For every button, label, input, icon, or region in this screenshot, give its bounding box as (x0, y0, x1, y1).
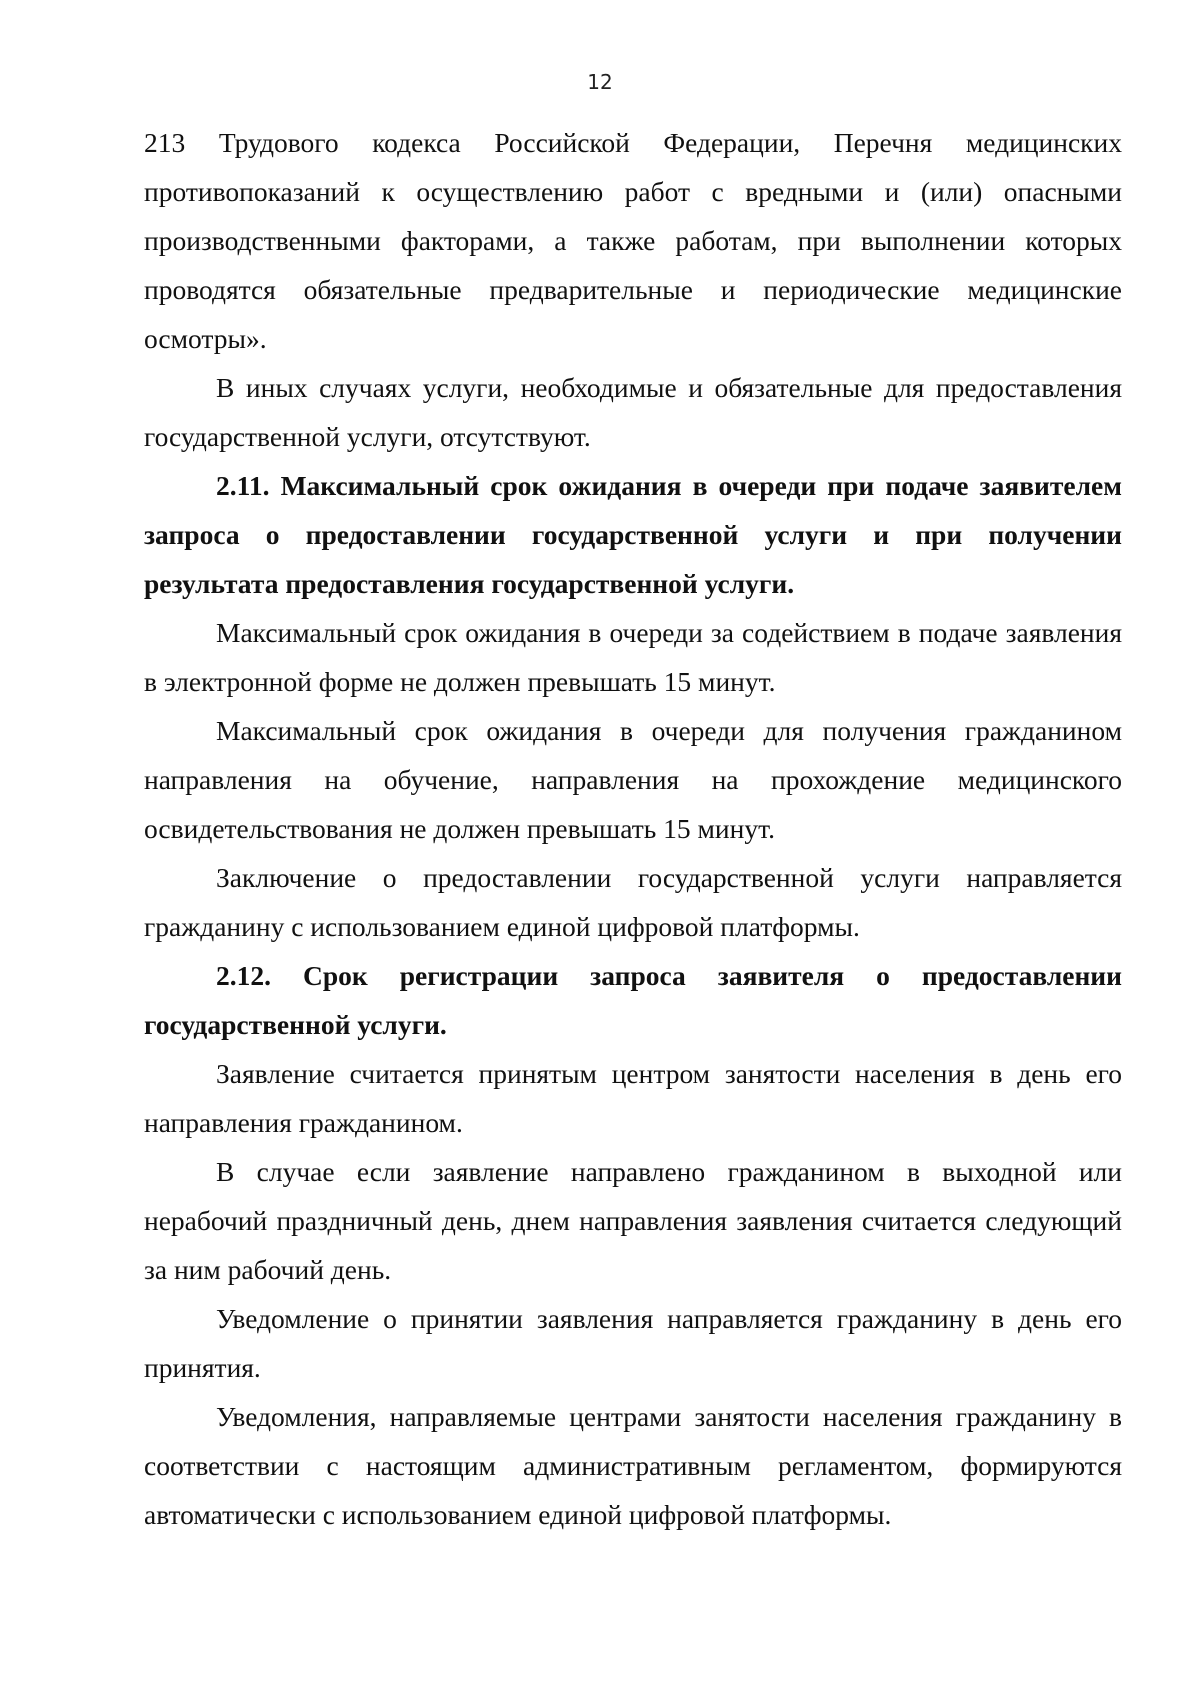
paragraph: Максимальный срок ожидания в очереди за содействием в подаче заявления в электронной форме не должен превышать 15 минут. (144, 617, 1122, 697)
paragraph-continuation: 213 Трудового кодекса Российской Федерации, Перечня медицинских противопоказаний к осуществлению работ с вредными и (или) опасными производственными факторами, а также работам, при выполнении которых проводятся обязательные предварительные и периодические медицинские осмотры». (144, 127, 1122, 354)
paragraph: В иных случаях услуги, необходимые и обязательные для предоставления государственной услуги, отсутствуют. (144, 372, 1122, 452)
document-body (144, 118, 1122, 1539)
paragraph: Уведомления, направляемые центрами занятости населения гражданину в соответствии с настоящим административным регламентом, формируются автоматически с использованием единой цифровой платформы. (144, 1401, 1122, 1530)
paragraph: Уведомление о принятии заявления направляется гражданину в день его принятия. (144, 1303, 1122, 1383)
paragraph: Заявление считается принятым центром занятости населения в день его направления гражданином. (144, 1058, 1122, 1138)
paragraph: Максимальный срок ожидания в очереди для получения гражданином направления на обучение, направления на прохождение медицинского освидетельствования не должен превышать 15 минут. (144, 715, 1122, 844)
section-heading-2-12: 2.12. Срок регистрации запроса заявителя о предоставлении государственной услуги. (144, 960, 1122, 1040)
paragraph: Заключение о предоставлении государственной услуги направляется гражданину с использованием единой цифровой платформы. (144, 862, 1122, 942)
page-number: 12 (587, 70, 613, 94)
section-heading-2-11: 2.11. Максимальный срок ожидания в очереди при подаче заявителем запроса о предоставлении государственной услуги и при получении результата предоставления государственной услуги. (144, 470, 1122, 599)
paragraph: В случае если заявление направлено гражданином в выходной или нерабочий праздничный день, днем направления заявления считается следующий за ним рабочий день. (144, 1156, 1122, 1285)
